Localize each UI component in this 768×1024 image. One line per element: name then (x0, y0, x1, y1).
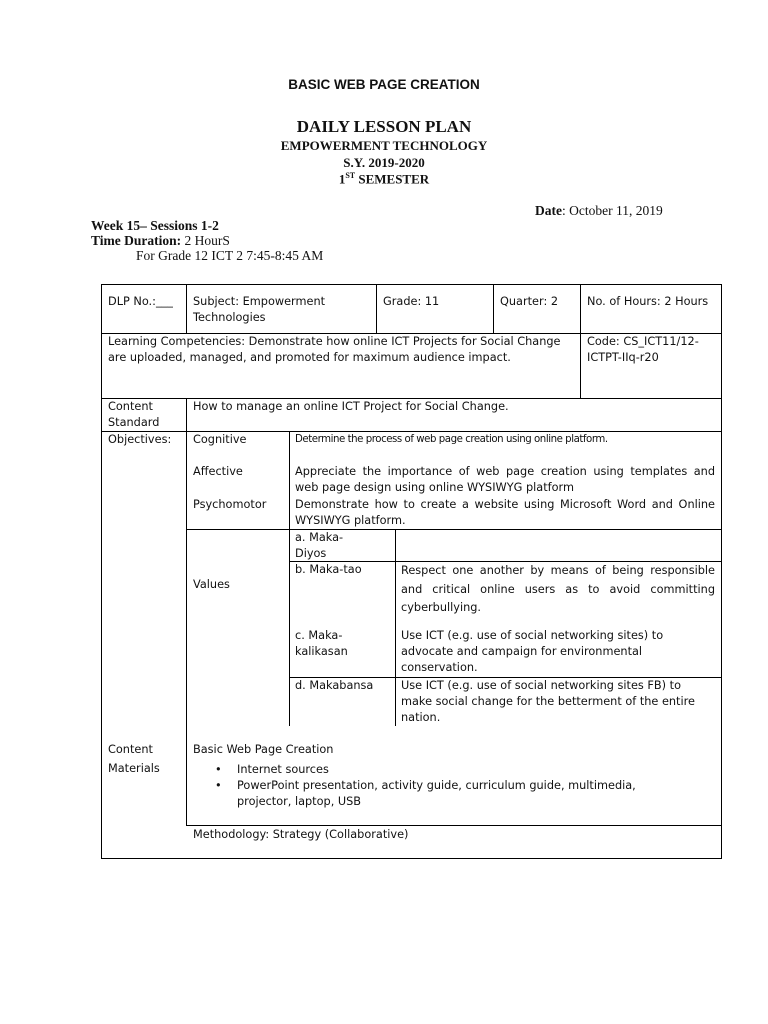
competency-code: Code: CS_ICT11/12-ICTPT-IIq-r20 (587, 335, 699, 364)
learning-competencies: Learning Competencies: Demonstrate how online ICT Projects for Social Change are uploaded, managed, and promoted for maximum audience impact. (108, 335, 561, 364)
col-divider (395, 529, 396, 726)
value-maka-tao-text: Respect one another by means of being responsible and critical online users as to avoid committing cyberbullying. (401, 564, 715, 614)
date-line (535, 203, 663, 219)
duration-value: 2 HourS (181, 233, 230, 248)
school-year: S.Y. 2019-2020 (343, 155, 425, 170)
document-title: BASIC WEB PAGE CREATION (288, 77, 480, 92)
list-item: • Internet sources (193, 762, 693, 778)
value-maka-diyos: a. Maka-Diyos (295, 531, 344, 560)
row-divider (186, 529, 722, 530)
subject-heading: EMPOWERMENT TECHNOLOGY (280, 138, 488, 153)
value-makabansa: d. Makabansa (295, 679, 374, 692)
semester-word: SEMESTER (358, 171, 430, 187)
content-standard: How to manage an online ICT Project for Social Change. (193, 400, 509, 413)
date-label: Date (535, 203, 562, 218)
semester-heading (0, 171, 768, 187)
week-sessions: Week 15– Sessions 1-2 (91, 218, 219, 233)
affective-label: Affective (193, 465, 243, 478)
row-divider (186, 825, 722, 826)
semester-superscript: ST (345, 171, 356, 180)
value-maka-kalikasan: c. Maka-kalikasan (295, 629, 348, 658)
value-maka-tao: b. Maka-tao (295, 563, 362, 576)
materials-title: Basic Web Page Creation (193, 743, 334, 756)
col-divider (186, 284, 187, 333)
grade-schedule: For Grade 12 ICT 2 7:45-8:45 AM (136, 248, 324, 263)
table-border (721, 284, 722, 859)
dlp-number: DLP No.:___ (108, 295, 173, 308)
col-divider (186, 398, 187, 826)
grade-cell: Grade: 11 (383, 295, 440, 308)
table-border (101, 284, 722, 285)
quarter-cell: Quarter: 2 (500, 295, 559, 308)
values-label: Values (193, 578, 230, 591)
psychomotor-label: Psychomotor (193, 498, 267, 511)
content-standard-label: Content Standard (108, 400, 160, 429)
affective-objective: Appreciate the importance of web page creation using templates and web page design using online WYSIWYG platform (295, 465, 715, 494)
content-materials-label-1: Content (108, 743, 153, 756)
content-materials-label-2: Materials (108, 762, 160, 775)
lesson-plan-title: DAILY LESSON PLAN (296, 117, 472, 136)
cognitive-label: Cognitive (193, 433, 247, 446)
list-item: • PowerPoint presentation, activity guide, curriculum guide, multimedia, projector, laptop, USB (193, 778, 693, 810)
value-makabansa-text: Use ICT (e.g. use of social networking sites FB) to make social change for the betterment of the entire nation. (401, 679, 695, 724)
table-border (101, 858, 722, 859)
objectives-label: Objectives: (108, 433, 172, 446)
time-duration (91, 233, 230, 249)
subject-cell: Subject: Empowerment Technologies (193, 295, 326, 324)
col-divider (376, 284, 377, 333)
date-value: : October 11, 2019 (562, 203, 663, 218)
semester-number: 1 (338, 171, 346, 187)
duration-label: Time Duration: (91, 233, 182, 248)
psychomotor-objective: Demonstrate how to create a website using Microsoft Word and Online WYSIWYG platform. (295, 498, 715, 527)
cognitive-objective: Determine the process of web page creation using online platform. (295, 434, 608, 445)
col-divider (289, 431, 290, 726)
methodology: Methodology: Strategy (Collaborative) (193, 828, 409, 841)
materials-list (193, 762, 693, 810)
table-border (101, 284, 102, 859)
hours-cell: No. of Hours: 2 Hours (587, 295, 709, 308)
value-maka-kalikasan-text: Use ICT (e.g. use of social networking sites) to advocate and campaign for environmental conservation. (401, 629, 664, 674)
col-divider (493, 284, 494, 333)
col-divider (580, 284, 581, 399)
